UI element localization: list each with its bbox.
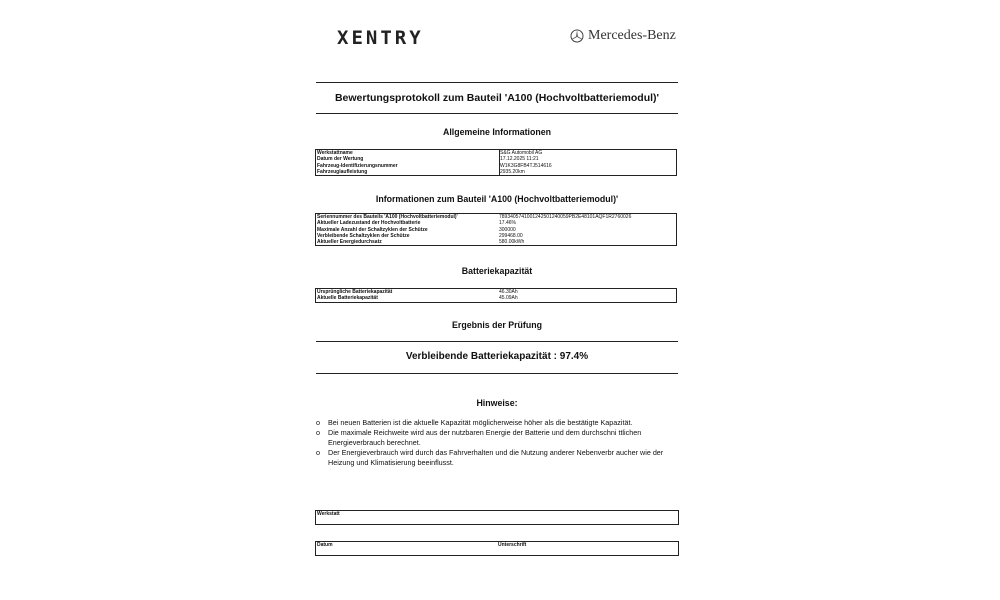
row-value: 17.12.2025 11:21 bbox=[500, 156, 539, 163]
row-key: Verbleibende Schaltzyklen der Schütze bbox=[317, 233, 410, 240]
divider-title bbox=[316, 113, 678, 114]
component-heading: Informationen zum Bauteil 'A100 (Hochvoltbatteriemodul)' bbox=[375, 194, 619, 204]
row-key: Datum der Wertung bbox=[316, 156, 500, 162]
divider-result-top bbox=[316, 341, 678, 342]
table-row bbox=[316, 169, 676, 175]
row-value: 7893405741001242501240059PB2E48101AQF1R2760026 bbox=[499, 214, 632, 221]
row-value: 46.30Ah bbox=[499, 289, 518, 296]
row-key: Maximale Anzahl der Schaltzyklen der Schütze bbox=[317, 226, 428, 233]
row-key: Ursprüngliche Batteriekapazität bbox=[317, 289, 393, 296]
mercedes-benz-logo bbox=[570, 28, 676, 44]
row-key: Aktuelle Batteriekapazität bbox=[317, 295, 378, 302]
date-signature-box bbox=[315, 541, 679, 556]
notes-list bbox=[316, 418, 678, 468]
list-item bbox=[316, 418, 678, 428]
note-text: Bei neuen Batterien ist die aktuelle Kapazität möglicherweise höher als die bestätigte Kapazität. bbox=[328, 418, 633, 427]
result-text: Verbleibende Batteriekapazität : 97.4% bbox=[405, 351, 589, 362]
capacity-heading: Batteriekapazität bbox=[461, 266, 533, 276]
table-row bbox=[316, 289, 676, 295]
table-row bbox=[316, 227, 676, 233]
date-label: Datum bbox=[317, 542, 333, 548]
bullet-marker: o bbox=[316, 428, 320, 437]
bullet-marker: o bbox=[316, 418, 320, 427]
row-value: 299468.00 bbox=[499, 233, 523, 240]
divider-result-bottom bbox=[316, 373, 678, 374]
note-text: Die maximale Reichweite wird aus der nutzbaren Energie der Batterie und dem durchschni ttlichen Energieverbrauch berechnet. bbox=[328, 428, 642, 447]
general-table bbox=[315, 149, 677, 176]
workshop-signature-box bbox=[315, 510, 679, 525]
table-row bbox=[316, 220, 676, 226]
table-row bbox=[316, 233, 676, 239]
row-key: Aktueller Ladezustand der Hochvoltbatterie bbox=[317, 220, 421, 227]
row-value: 2935.20km bbox=[500, 169, 525, 176]
row-value: 17.46% bbox=[499, 220, 516, 227]
row-key: Fahrzeuglaufleistung bbox=[316, 169, 500, 175]
mercedes-star-icon bbox=[570, 29, 584, 43]
table-row bbox=[316, 239, 676, 245]
component-table bbox=[315, 213, 677, 246]
list-item bbox=[316, 428, 678, 448]
workshop-label: Werkstatt bbox=[317, 511, 340, 517]
row-value: 45.09Ah bbox=[499, 295, 518, 302]
notes-heading: Hinweise: bbox=[476, 398, 518, 408]
note-text: Der Energieverbrauch wird durch das Fahrverhalten und die Nutzung anderer Nebenverbr aucher wie der Heizung und Klimatisierung beeinflusst. bbox=[328, 448, 664, 467]
general-heading: Allgemeine Informationen bbox=[442, 127, 552, 137]
bullet-marker: o bbox=[316, 448, 320, 457]
list-item bbox=[316, 448, 678, 468]
row-key: Werkstattname bbox=[316, 150, 500, 156]
row-key: Fahrzeug-Identifizierungsnummer bbox=[316, 163, 500, 169]
table-row bbox=[316, 295, 676, 301]
xentry-logo: XENTRY bbox=[337, 27, 424, 49]
row-key: Aktueller Energiedurchsatz bbox=[317, 239, 382, 246]
signature-label: Unterschrift bbox=[498, 542, 527, 548]
document-title: Bewertungsprotokoll zum Bauteil 'A100 (Hochvoltbatteriemodul)' bbox=[334, 92, 660, 104]
row-value: 300000 bbox=[499, 226, 516, 233]
capacity-table bbox=[315, 288, 677, 303]
table-row bbox=[316, 214, 676, 220]
result-heading: Ergebnis der Prüfung bbox=[452, 320, 542, 330]
row-value: S&G Automobil AG bbox=[500, 150, 543, 157]
mercedes-benz-wordmark: Mercedes-Benz bbox=[588, 28, 676, 43]
row-value: W1K3G8FB4TJ514616 bbox=[500, 162, 552, 169]
divider-top bbox=[316, 82, 678, 83]
row-key: Seriennummer des Bauteils 'A100 (Hochvoltbatteriemodul)' bbox=[317, 214, 458, 221]
row-value: 580.00kWh bbox=[499, 239, 525, 246]
